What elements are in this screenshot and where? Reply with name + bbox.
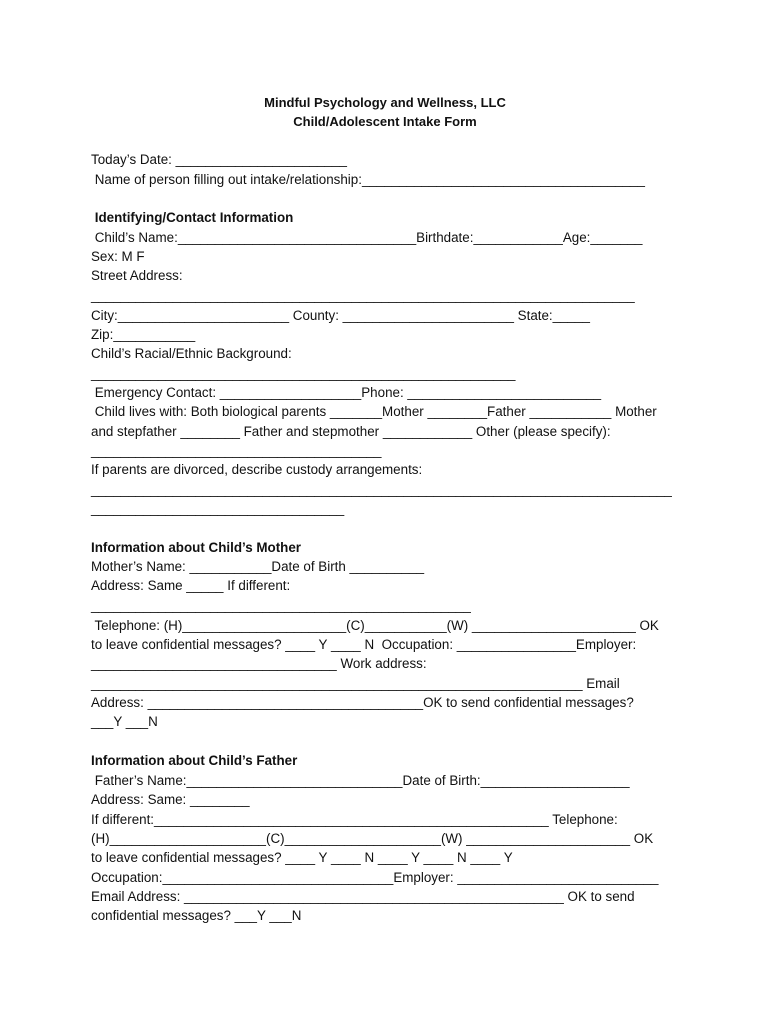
lives-with-line-2: and stepfather ________ Father and stepmother ____________ Other (please specify):: [91, 424, 611, 439]
street-address-line: _________________________________________________________________________: [91, 288, 635, 303]
racial-ethnic-line: _________________________________________________________: [91, 366, 516, 381]
mother-work-address-line: _________________________________ Work address:: [91, 656, 427, 671]
todays-date-line: Today’s Date: _______________________: [91, 152, 347, 167]
custody-line-1: ______________________________________________________________________________: [91, 482, 672, 497]
mother-address-line: Address: Same _____ If different:: [91, 578, 291, 593]
mother-work-address-blank: __________________________________________________________________ Email: [91, 676, 620, 691]
custody-line-2: __________________________________: [91, 501, 345, 516]
street-address-label: Street Address:: [91, 268, 183, 283]
form-title: Child/Adolescent Intake Form: [293, 114, 477, 129]
emergency-contact-line: Emergency Contact: ___________________Phone: __________________________: [91, 385, 602, 400]
mother-email-ok-line: ___Y ___N: [91, 714, 158, 729]
father-messages-line: to leave confidential messages? ____ Y ____ N ____ Y ____ N ____ Y: [91, 850, 513, 865]
mother-info-heading: Information about Child’s Mother: [91, 540, 302, 555]
lives-with-line-1: Child lives with: Both biological parents _______Mother ________Father ___________ Mother: [91, 404, 657, 419]
mother-messages-line: to leave confidential messages? ____ Y ____ N Occupation: ________________Employer:: [91, 637, 637, 652]
org-name: Mindful Psychology and Wellness, LLC: [264, 95, 506, 110]
sex-line: Sex: M F: [91, 249, 145, 264]
mother-telephone-line: Telephone: (H)______________________(C)___________(W) ______________________ OK: [91, 618, 659, 633]
identifying-info-heading: Identifying/Contact Information: [91, 210, 294, 225]
mother-email-line: Address: _____________________________________OK to send confidential messages?: [91, 695, 634, 710]
childs-name-line: Child’s Name:________________________________Birthdate:____________Age:_______: [91, 230, 643, 245]
father-name-line: Father’s Name:_____________________________Date of Birth:____________________: [91, 773, 630, 788]
person-filling-line: Name of person filling out intake/relationship:______________________________________: [91, 172, 645, 187]
father-info-heading: Information about Child’s Father: [91, 753, 298, 768]
father-occupation-line: Occupation:_______________________________Employer: ___________________________: [91, 870, 659, 885]
father-email-ok-line: confidential messages? ___Y ___N: [91, 908, 302, 923]
racial-ethnic-label: Child’s Racial/Ethnic Background:: [91, 346, 292, 361]
father-if-different-line: If different:_____________________________________________________ Telephone:: [91, 812, 618, 827]
city-county-state-line: City:_______________________ County: _______________________ State:_____: [91, 308, 590, 323]
father-telephone-line: (H)_____________________(C)_____________________(W) ______________________ OK: [91, 831, 654, 846]
custody-label: If parents are divorced, describe custody arrangements:: [91, 462, 423, 477]
other-specify-line: _______________________________________: [91, 443, 382, 458]
mother-name-line: Mother’s Name: ___________Date of Birth __________: [91, 559, 425, 574]
mother-address-blank: ___________________________________________________: [91, 598, 471, 613]
father-address-line: Address: Same: ________: [91, 792, 250, 807]
zip-line: Zip:___________: [91, 327, 196, 342]
father-email-line: Email Address: ___________________________________________________ OK to send: [91, 889, 635, 904]
